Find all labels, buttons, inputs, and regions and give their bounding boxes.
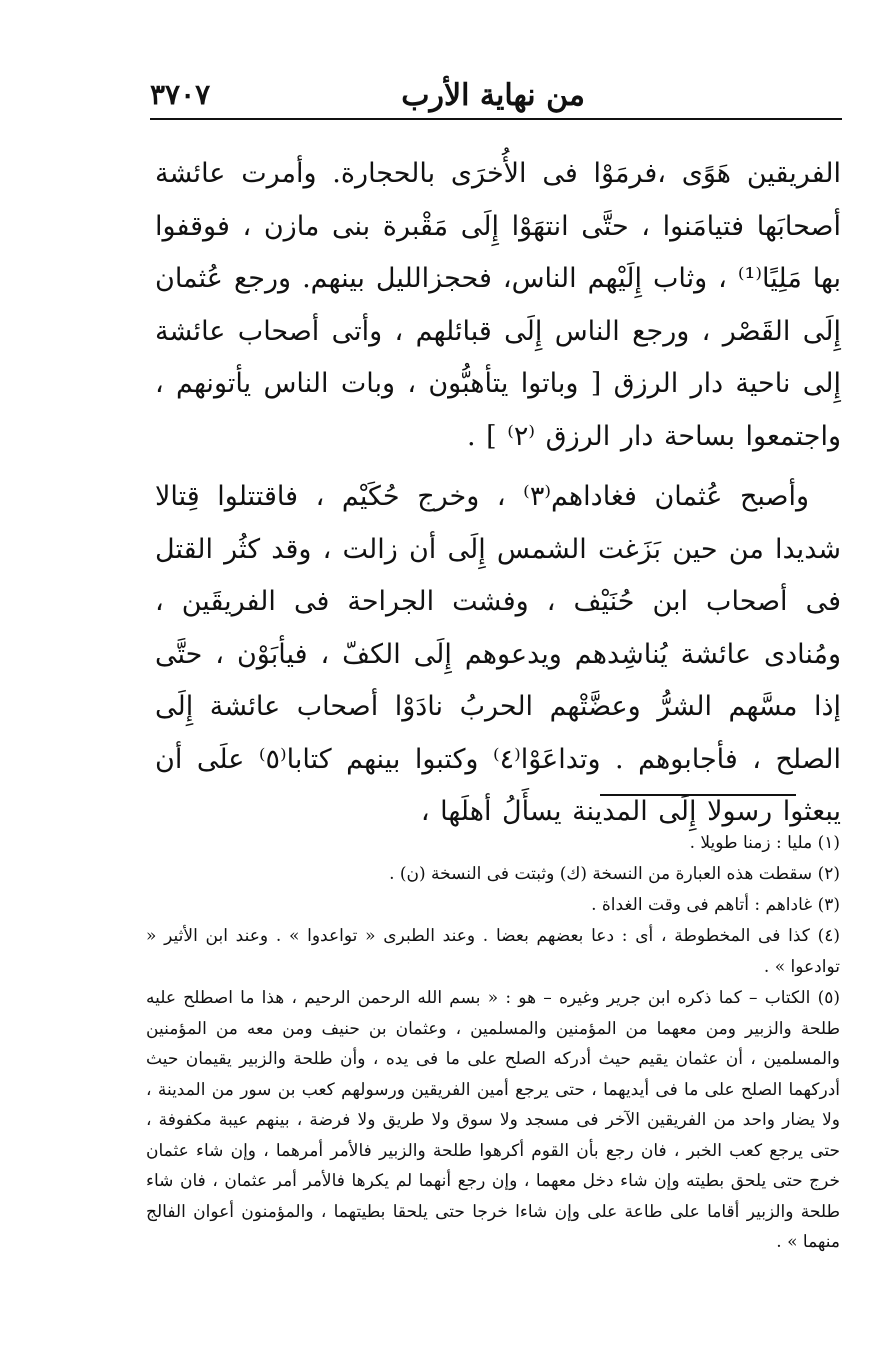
footnote-4: (٤) كذا فى المخطوطة ، أى : دعا بعضهم بعضا . وعند الطبرى « تواعدوا » . وعند ابن الأثير « توادعوا » . xyxy=(146,926,840,977)
footnote-3: (٣) غاداهم : أتاهم فى وقت الغداة . xyxy=(591,895,840,915)
paragraph-1: الفريقين هَوًى ،فرمَوْا فى الأُخرَى بالحجارة. وأمرت عائشة أصحابَها فتيامَنوا ، حتَّى انتهَوْا إِلَى مَقْبرة بنى مازن ، فوقفوا بها مَلِيًا⁽¹⁾ ، وثاب إِلَيْهم الناس، فحجزالليل بينهم. ورجع عُثمان إِلَى القَصْر ، ورجع الناس إِلَى قبائلهم ، وأتى أصحاب عائشة إِلى ناحية دار الرزق [ وباتوا يتأهبُّون ، وبات الناس يأتونهم ، واجتمعوا بساحة دار الرزق ⁽٢⁾ ] . xyxy=(155,158,841,452)
main-text xyxy=(155,148,841,839)
footnotes xyxy=(146,828,840,1258)
paragraph-2: وأصبح عُثمان فغاداهم⁽٣⁾ ، وخرج حُكَيْم ، فاقتتلوا قِتالا شديدا من حين بَزَغت الشمس إِلَى أن زالت ، وقد كثُر القتل فى أصحاب ابن حُنَيْف ، وفشت الجراحة فى الفريقَين ، ومُنادى عائشة يُناشِدهم ويدعوهم إِلَى الكفّ ، فيأبَوْن ، حتَّى إذا مسَّهم الشرُّ وعضَّتْهم الحربُ نادَوْا أصحاب عائشة إِلَى الصلح ، فأجابوهم . وتداعَوْا⁽٤⁾ وكتبوا بينهم كتابا⁽٥⁾ علَى أن يبعثوا رسولا إِلَى المدينة يسأَلُ أهلَها ، xyxy=(155,481,842,827)
page-number: ٣٧٠٧ xyxy=(150,78,211,111)
footnote-5: (٥) الكتاب – كما ذكره ابن جرير وغيره – هو : « بسم الله الرحمن الرحيم ، هذا ما اصطلح عليه طلحة والزبير ومن معهما من المؤمنين والمسلمين ، وعثمان بن حنيف ومن معه من المؤمنين والمسلمين ، أن عثمان يقيم حيث أدركه الصلح على ما فى يده ، وأن طلحة والزبير يقيمان حيث أدركهما الصلح على ما فى أيديهما ، حتى يرجع أمين الفريقين ورسولهم كعب بن سور من المدينة ، ولا يضار واحد من الفريقين الآخر فى مسجد ولا سوق ولا طريق ولا فرضة ، بينهم عيبة مكفوفة ، حتى يرجع كعب الخبر ، فان رجع بأن القوم أكرهوا طلحة والزبير فالأمر أمرهما ، وإن شاء عثمان خرج حتى يلحق بطيته وإن شاء دخل معهما ، وإن رجع أنهما لم يكرها فالأمر أمر عثمان ، فان شاء طلحة والزبير أقاما على طاعة على وإن شاءا خرجا حتى يلحقا بطيتهما ، والمؤمنون أعوان الفالج منهما » . xyxy=(146,988,840,1252)
running-header xyxy=(150,72,840,118)
running-title: من نهاية الأرب xyxy=(401,78,585,113)
footnote-separator xyxy=(600,794,796,796)
header-rule xyxy=(150,118,842,120)
footnote-2: (٢) سقطت هذه العبارة من النسخة (ك) وثبتت فى النسخة (ن) . xyxy=(389,864,840,884)
footnote-1: (١) مليا : زمنا طويلا . xyxy=(689,833,840,853)
